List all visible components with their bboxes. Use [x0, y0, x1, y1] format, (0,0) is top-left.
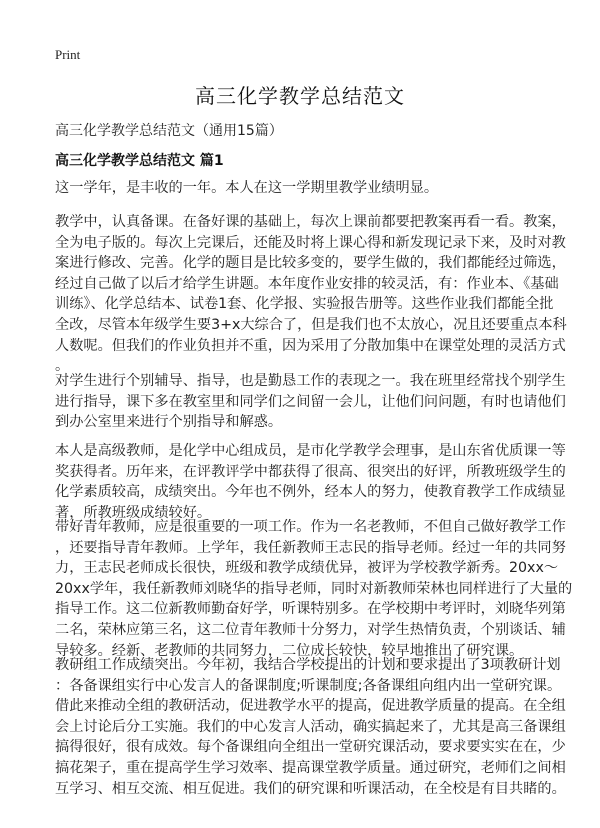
paragraph-1	[55, 178, 555, 199]
paragraph-6	[55, 655, 566, 799]
paragraph-line: 。	[55, 358, 70, 375]
paragraph-line: 力，王志民老师成长很快，班级和教学成绩优异，被评为学校教学新秀。20xx～	[55, 560, 559, 577]
paragraph-line: 训练》、化学总结本、试卷1套、化学报、实验报告册等。这些作业我们都能全批	[55, 296, 554, 313]
paragraph-line: 全改，尽管本年级学生要3+x大综合了，但是我们也不太放心，况且还要重点本科	[55, 316, 567, 333]
paragraph-line: 进行指导，课下多在教室里和同学们之间留一会儿，让他们问问题，有时也请他们	[55, 393, 566, 410]
paragraph-line: ，还要指导青年教师。上学年，我任新教师王志民的指导老师。经过一年的共同努	[55, 539, 566, 556]
paragraph-line: 二名，荣林应第三名，这二位青年教师十分努力，对学生热情负责，个别谈话、辅	[55, 621, 566, 638]
paragraph-line: 对学生进行个别辅导、指导，也是勤恳工作的表现之一。我在班里经常找个别学生	[55, 373, 566, 389]
paragraph-line: 借此来推动全组的教研活动，促进教学水平的提高，促进教学质量的提高。在全组	[55, 698, 566, 715]
paragraph-line: 经过自己做了以后才给学生讲题。本年度作业安排的较灵活，有：作业本、《基础	[55, 275, 559, 292]
section-heading: 高三化学教学总结范文 篇1	[55, 153, 224, 169]
paragraph-line: 案进行修改、完善。化学的题目是比较多变的，要学生做的，我们都能经过筛选，	[55, 255, 566, 272]
print-link[interactable]: Print	[55, 47, 81, 62]
paragraph-line: ：各备课组实行中心发言人的备课制度;听课制度;各备课组向组内出一堂研究课。	[55, 677, 562, 694]
document-title: 高三化学教学总结范文	[195, 84, 405, 108]
paragraph-4	[55, 441, 566, 523]
paragraph-line: 20xx学年，我任新教师刘晓华的指导老师，同时对新教师荣林也同样进行了大量的	[55, 580, 573, 597]
paragraph-5	[55, 517, 573, 661]
paragraph-line: 到办公室里来进行个别指导和解惑。	[55, 414, 283, 431]
paragraph-line: 这一学年，是丰收的一年。本人在这一学期里教学业绩明显。	[55, 180, 439, 196]
paragraph-line: 著，所教班级成绩较好。	[55, 504, 212, 521]
paragraph-line: 教研组工作成绩突出。今年初，我结合学校提出的计划和要求提出了3项教研计划	[55, 657, 561, 673]
paragraph-line: 全为电子版的。每次上完课后，还能及时将上课心得和新发现记录下来，及时对教	[55, 234, 566, 251]
paragraph-line: 搞花架子，重在提高学生学习效率、提高课堂教学质量。通过研究，老师们之间相	[55, 759, 566, 776]
paragraph-2	[55, 212, 567, 377]
paragraph-line: 指导工作。这二位新教师勤奋好学，听课特别多。在学校期中考评时，刘晓华列第	[55, 601, 566, 618]
paragraph-3	[55, 371, 566, 433]
paragraph-line: 带好青年教师，应是很重要的一项工作。作为一名老教师，不但自己做好教学工作	[55, 519, 566, 535]
paragraph-line: 搞得很好，很有成效。每个备课组向全组出一堂研究课活动，要求要实实在在，少	[55, 739, 566, 756]
paragraph-line: 奖获得者。历年来，在评教评学中都获得了很高、很突出的好评，所教班级学生的	[55, 463, 566, 480]
paragraph-line: 人数呢。但我们的作业负担并不重，因为采用了分散加集中在课堂处理的灵活方式	[55, 337, 566, 354]
paragraph-line: 会上讨论后分工实施。我们的中心发言人活动，确实搞起来了，尤其是高三备课组	[55, 718, 566, 735]
paragraph-line: 化学素质较高，成绩突出。今年也不例外，经本人的努力，使教育教学工作成绩显	[55, 484, 566, 501]
paragraph-line: 本人是高级教师，是化学中心组成员，是市化学教学会理事，是山东省优质课一等	[55, 443, 566, 459]
paragraph-line: 导较多。经新、老教师的共同努力，二位成长较快，较早地推出了研究课。	[55, 642, 524, 659]
document-subtitle: 高三化学教学总结范文（通用15篇）	[55, 123, 283, 139]
paragraph-line: 教学中，认真备课。在备好课的基础上，每次上课前都要把教案再看一看。教案，	[55, 214, 566, 230]
paragraph-line: 互学习、相互交流、相互促进。我们的研究课和听课活动，在全校是有目共睹的。	[55, 780, 566, 797]
